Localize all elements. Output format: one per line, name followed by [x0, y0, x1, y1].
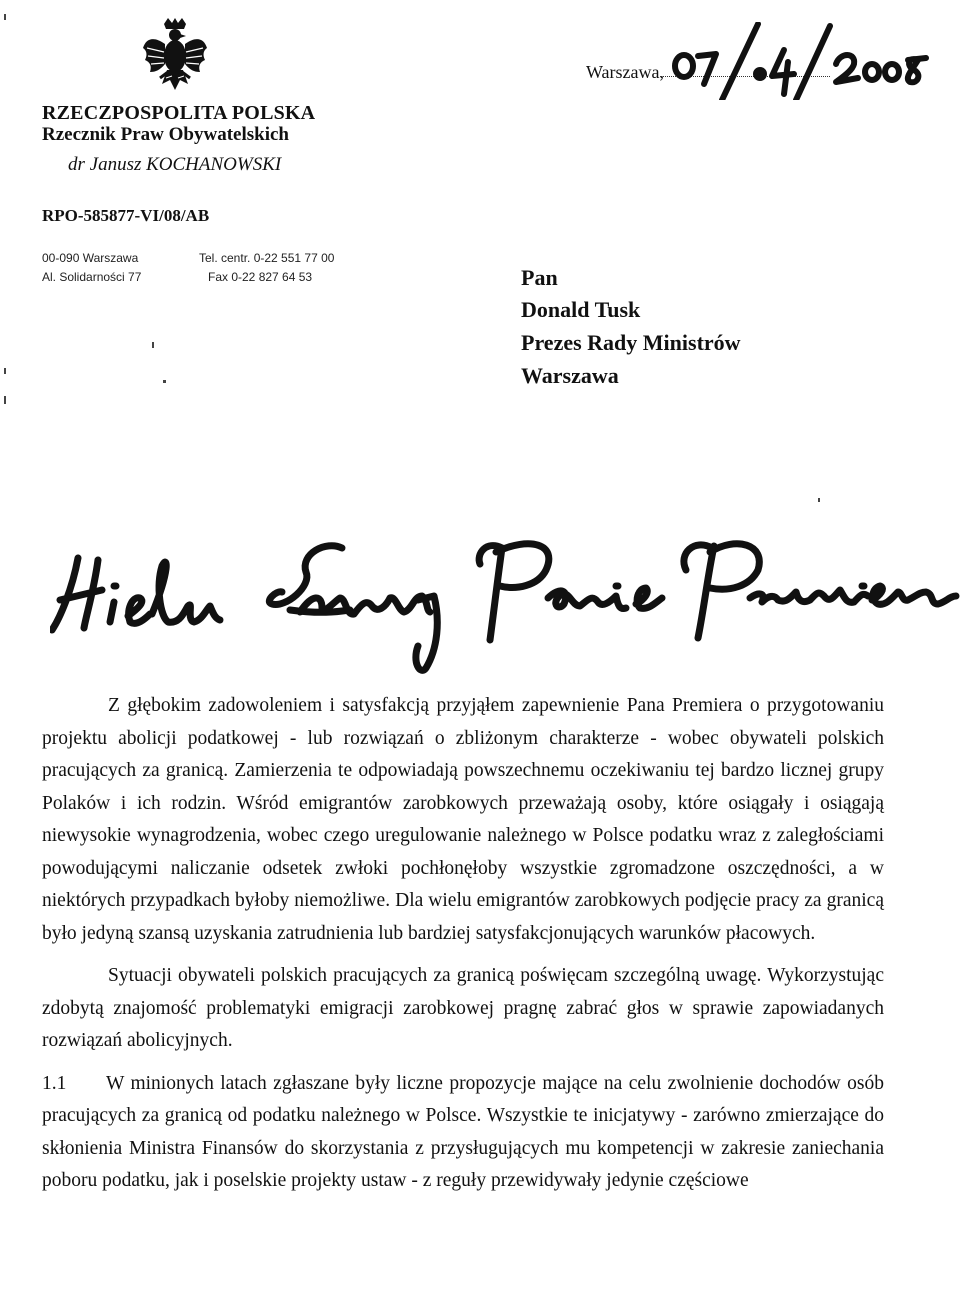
phone-number: Tel. centr. 0-22 551 77 00 — [199, 251, 335, 265]
organization-subtitle: Rzecznik Praw Obywatelskich — [42, 124, 289, 145]
date-place: Warszawa, — [586, 62, 665, 82]
section-number: 1.1 — [42, 1072, 67, 1094]
polish-eagle-emblem-icon — [142, 18, 208, 94]
handwritten-date — [660, 22, 930, 100]
scan-speck — [4, 14, 6, 20]
scan-speck — [818, 498, 820, 502]
recipient-salutation: Pan — [521, 265, 558, 290]
body-paragraph-1: Z głębokim zadowoleniem i satysfakcją przyjąłem zapewnienie Pana Premiera o przygotowaniu projektu abolicji podatkowej - lub rozwiązań o zbliżonym charakterze - wobec obywateli polskich pracujących za granicą. Zamierzenia te odpowiadają powszechnemu oczekiwaniu tej bardzo licznej grupy Polaków i ich rodzin. Wśród emigrantów zarobkowych przeważają osoby, które osiągały i osiągają niewysokie wynagrodzenia, wobec czego uregulowanie należnego w Polsce podatku wraz z zaległościami powodującymi naliczanie odsetek zwłoki pochłonęłoby wszystkie zgromadzone oszczędności, a w niektórych przypadkach byłoby niemożliwe. Dla wielu emigrantów zarobkowych podjęcie pracy za granicą było jedyną szansą uzyskania zatrudnienia lub bardziej satysfakcjonujących warunków płacowych. — [42, 695, 884, 944]
letter-body — [42, 690, 884, 1198]
scan-speck — [163, 380, 166, 383]
scan-speck — [4, 396, 6, 404]
fax-number: Fax 0-22 827 64 53 — [208, 270, 313, 284]
address-street: Al. Solidarności 77 — [42, 270, 142, 284]
recipient-name: Donald Tusk — [521, 297, 641, 322]
organization-title: RZECZPOSPOLITA POLSKA — [42, 102, 316, 124]
scan-speck — [152, 342, 154, 348]
section-text: W minionych latach zgłaszane były liczne propozycje mające na celu zwolnienie dochodów osób pracujących za granicą od podatku należnego w Polsce. Wszystkie te inicjatywy - zarówno zmierzające do skłonienia Ministra Finansów do skorzystania z przysługujących mu kompetencji w zakresie zaniechania poboru podatku, jak i poselskie projekty ustaw - z reguły przewidywały jedynie częściowe — [42, 1072, 884, 1191]
body-paragraph-3 — [42, 1068, 884, 1198]
reference-number: RPO-585877-VI/08/AB — [42, 206, 210, 225]
scan-speck — [4, 368, 6, 374]
recipient-city: Warszawa — [521, 363, 619, 388]
sender-name: dr Janusz KOCHANOWSKI — [68, 154, 282, 175]
recipient-title: Prezes Rady Ministrów — [521, 330, 741, 355]
address-postal-code: 00-090 Warszawa — [42, 251, 139, 265]
handwritten-salutation — [50, 530, 960, 680]
body-paragraph-2: Sytuacji obywateli polskich pracujących za granicą poświęcam szczególną uwagę. Wykorzystując zdobytą znajomość problematyki emigracji zarobkowej pragnę zabrać głos w sprawie zapowiadanych rozwiązań abolicyjnych. — [42, 965, 884, 1051]
